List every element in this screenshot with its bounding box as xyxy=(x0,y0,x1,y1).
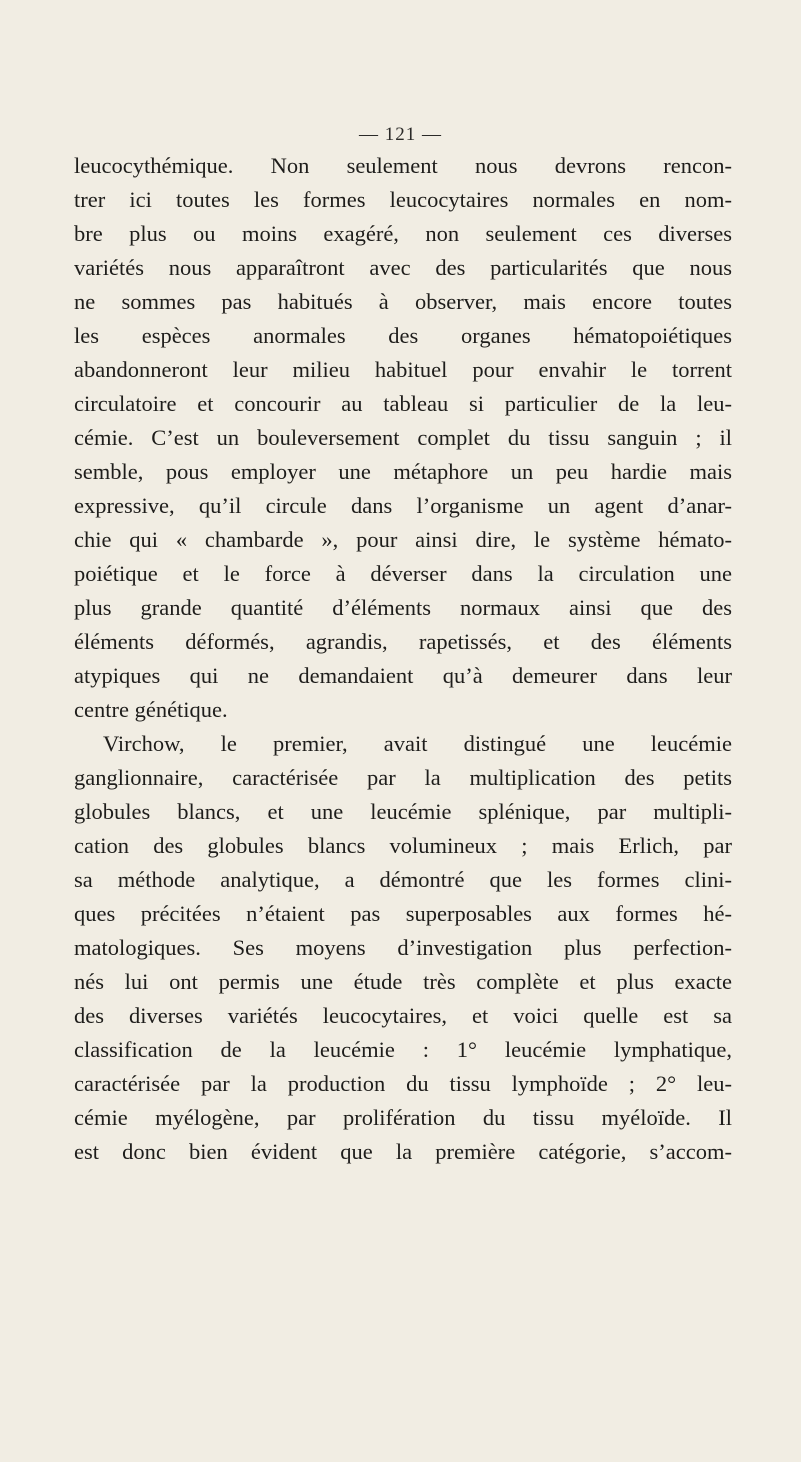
text-line: expressive, qu’il circule dans l’organisme un agent d’anar- xyxy=(74,493,732,518)
text-line: variétés nous apparaîtront avec des particularités que nous xyxy=(74,255,732,280)
text-line: les espèces anormales des organes hématopoiétiques xyxy=(74,323,732,348)
text-line: bre plus ou moins exagéré, non seulement ces diverses xyxy=(74,221,732,246)
text-line: classification de la leucémie : 1° leucémie lymphatique, xyxy=(74,1037,732,1062)
text-line: cémie myélogène, par prolifération du tissu myéloïde. Il xyxy=(74,1105,732,1130)
text-line: nés lui ont permis une étude très complète et plus exacte xyxy=(74,969,732,994)
text-line: éléments déformés, agrandis, rapetissés, et des éléments xyxy=(74,629,732,654)
text-line: atypiques qui ne demandaient qu’à demeurer dans leur xyxy=(74,663,732,688)
text-line: caractérisée par la production du tissu lymphoïde ; 2° leu- xyxy=(74,1071,732,1096)
paragraph-end-line: centre génétique. xyxy=(74,697,228,722)
text-line: semble, pous employer une métaphore un peu hardie mais xyxy=(74,459,732,484)
text-line: abandonneront leur milieu habituel pour envahir le torrent xyxy=(74,357,732,382)
text-line: ne sommes pas habitués à observer, mais encore toutes xyxy=(74,289,732,314)
text-line: ques précitées n’étaient pas superposables aux formes hé- xyxy=(74,901,732,926)
paragraph-start-line: Virchow, le premier, avait distingué une leucémie xyxy=(103,731,732,756)
text-line: des diverses variétés leucocytaires, et voici quelle est sa xyxy=(74,1003,732,1028)
text-line: cation des globules blancs volumineux ; mais Erlich, par xyxy=(74,833,732,858)
text-line: poiétique et le force à déverser dans la circulation une xyxy=(74,561,732,586)
text-line: ganglionnaire, caractérisée par la multiplication des petits xyxy=(74,765,732,790)
text-line: sa méthode analytique, a démontré que les formes clini- xyxy=(74,867,732,892)
text-line: matologiques. Ses moyens d’investigation plus perfection- xyxy=(74,935,732,960)
page-number: — 121 — xyxy=(359,124,442,145)
text-line: leucocythémique. Non seulement nous devrons rencon- xyxy=(74,153,732,178)
text-line: est donc bien évident que la première catégorie, s’accom- xyxy=(74,1139,732,1164)
body-text xyxy=(74,149,732,1169)
text-line: plus grande quantité d’éléments normaux ainsi que des xyxy=(74,595,732,620)
text-line: cémie. C’est un bouleversement complet du tissu sanguin ; il xyxy=(74,425,732,450)
text-line: circulatoire et concourir au tableau si particulier de la leu- xyxy=(74,391,732,416)
text-line: globules blancs, et une leucémie splénique, par multipli- xyxy=(74,799,732,824)
text-line: trer ici toutes les formes leucocytaires normales en nom- xyxy=(74,187,732,212)
text-line: chie qui « chambarde », pour ainsi dire, le système hémato- xyxy=(74,527,732,552)
